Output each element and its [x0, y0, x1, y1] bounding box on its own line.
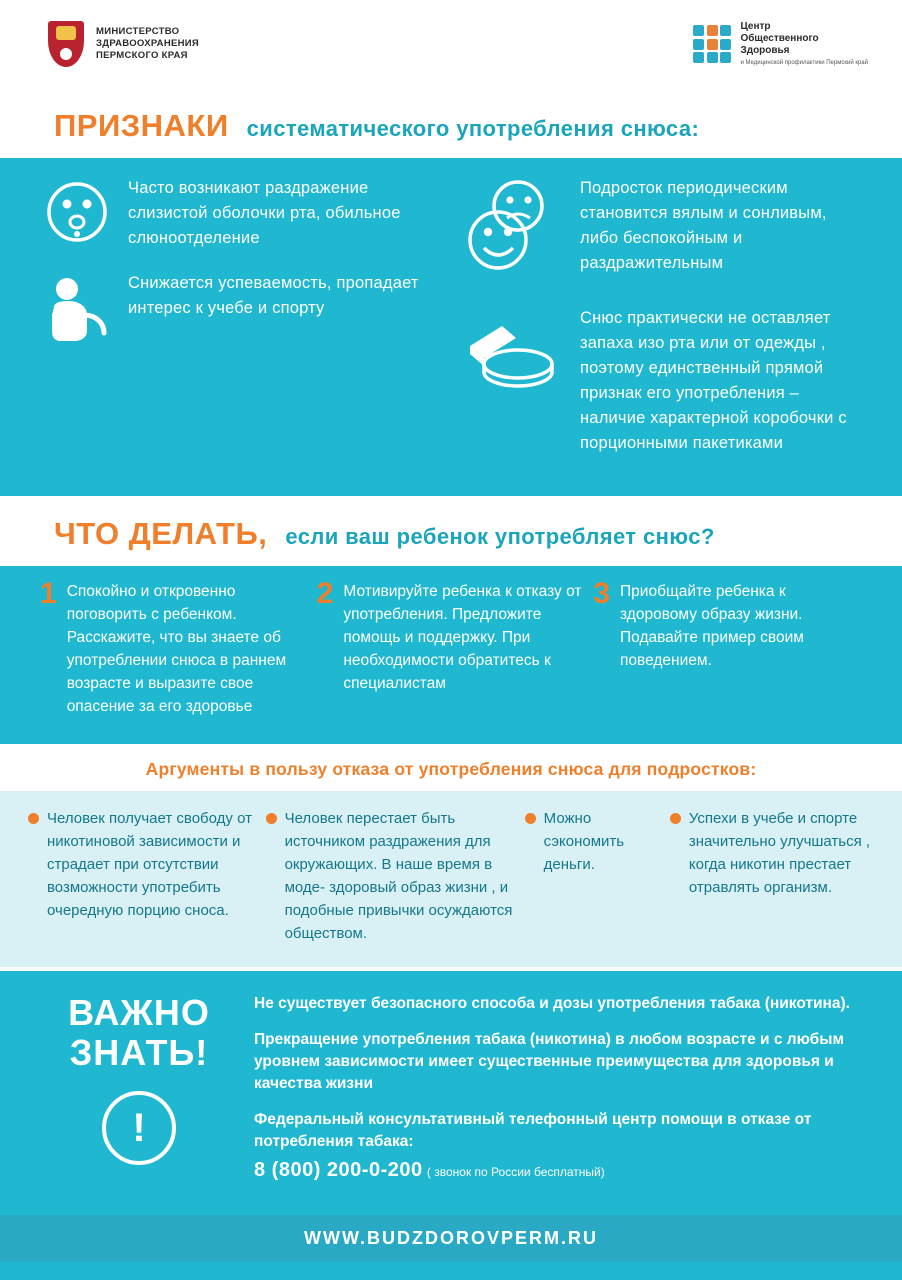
sign-text: Снижается успеваемость, пропадает интерес к учебе и спорту	[128, 274, 419, 317]
sign-text: Снюс практически не оставляет запаха изо рта или от одежды , поэтому единственный прямой признак его употребления –наличие характерной коробочки с порционными пакетиками	[580, 309, 847, 452]
ministry-line-2: ЗДРАВООХРАНЕНИЯ	[96, 38, 200, 49]
ministry-line-1: МИНИСТЕРСТВО	[96, 26, 180, 37]
center-line-3: Здоровья	[740, 45, 790, 56]
perm-krai-coat-of-arms-icon	[48, 21, 84, 67]
important-paragraph-3: Федеральный консультативный телефонный центр помощи в отказе от потребления табака:	[254, 1111, 812, 1150]
argument-item	[670, 807, 874, 945]
important-body	[254, 993, 862, 1197]
signs-section	[0, 158, 902, 496]
signs-column-left	[40, 176, 446, 476]
center-line-1: Центр	[740, 21, 771, 32]
bullet-dot-icon	[670, 813, 681, 824]
important-paragraph-2: Прекращение употребления табака (никотина) в любом возрасте и с любым уровнем зависимости имеет существенные преимущества для здоровья и качества жизни	[254, 1031, 844, 1092]
ministry-logo	[48, 21, 199, 67]
sign-text: Подросток периодическим становится вялым и сонливым, либо беспокойным и раздражительным	[580, 179, 827, 272]
sitting-teen-icon	[40, 271, 114, 351]
center-grid-logo-icon	[693, 25, 731, 63]
important-paragraph-1: Не существует безопасного способа и дозы употребления табака (никотина).	[254, 995, 850, 1012]
step-number: 2	[316, 577, 334, 610]
center-line-2: Общественного	[740, 33, 819, 44]
step-item	[40, 577, 309, 718]
argument-text: Человек получает свободу от никотиновой зависимости и страдает при отсутствии возможности употребить очередную порцию сноса.	[47, 810, 252, 919]
argument-item	[28, 807, 254, 945]
bullet-dot-icon	[28, 813, 39, 824]
argument-text: Человек перестает быть источником раздражения для окружающих. В наше время в моде- здоровый образ жизни , и подобные привычки осуждаются обществом.	[284, 810, 513, 942]
ministry-line-3: ПЕРМСКОГО КРАЯ	[96, 50, 188, 61]
footer-site-link[interactable]: WWW.BUDZDOROVPERM.RU	[0, 1215, 902, 1262]
argument-text: Можно сэкономить деньги.	[543, 810, 625, 873]
signs-title-accent: ПРИЗНАКИ	[54, 108, 229, 143]
sign-item	[456, 306, 862, 456]
important-heading	[44, 993, 234, 1197]
signs-column-right	[456, 176, 862, 476]
what-to-do-title-accent: ЧТО ДЕЛАТЬ,	[54, 516, 268, 551]
what-to-do-section	[0, 566, 902, 744]
step-text: Спокойно и откровенно поговорить с ребенком. Расскажите, что вы знаете об употреблении снюса в раннем возрасте и выразите свое опасение за его здоровье	[66, 583, 287, 715]
important-word-line-2: ЗНАТЬ!	[69, 1032, 209, 1073]
argument-item	[525, 807, 658, 945]
ministry-logo-text	[96, 26, 199, 62]
step-text: Мотивируйте ребенка к отказу от употребления. Предложите помощь и поддержку. При необходимости обратитесь к специалистам	[343, 583, 582, 692]
signs-title-rest: систематического употребления снюса:	[246, 116, 700, 141]
sign-item	[40, 271, 446, 351]
step-item	[593, 577, 862, 718]
bullet-dot-icon	[266, 813, 277, 824]
center-logo	[693, 21, 868, 67]
what-to-do-title	[0, 500, 902, 566]
face-spitting-icon	[40, 176, 114, 251]
sign-item	[456, 176, 862, 286]
snus-tin-box-icon	[456, 306, 566, 456]
helpline-phone-note: ( звонок по России бесплатный)	[426, 1165, 605, 1179]
important-word-line-1: ВАЖНО	[68, 992, 210, 1033]
bullet-dot-icon	[525, 813, 536, 824]
arguments-title: Аргументы в пользу отказа от употребления снюса для подростков:	[0, 748, 902, 791]
helpline-phone[interactable]: 8 (800) 200-0-200	[254, 1159, 423, 1181]
sign-item	[40, 176, 446, 251]
exclamation-mark-icon: !	[102, 1091, 176, 1165]
center-sub-text: и Медицинской профилактики Пермский край	[740, 60, 868, 66]
step-item	[316, 577, 586, 718]
center-logo-text	[740, 21, 868, 67]
header	[0, 0, 902, 88]
step-number: 3	[593, 577, 611, 610]
arguments-section	[0, 791, 902, 967]
argument-text: Успехи в учебе и спорте значительно улучшаться , когда никотин престает отравлять организм.	[688, 810, 871, 896]
step-text: Приобщайте ребенка к здоровому образу жизни. Подавайте пример своим поведением.	[620, 583, 804, 669]
step-number: 1	[40, 577, 57, 610]
argument-item	[266, 807, 513, 945]
sign-text: Часто возникают раздражение слизистой оболочки рта, обильное слюноотделение	[128, 179, 401, 247]
important-section	[0, 971, 902, 1215]
signs-title	[0, 92, 902, 158]
two-faces-mood-icon	[456, 176, 566, 286]
what-to-do-title-rest: если ваш ребенок употребляет снюс?	[285, 524, 715, 549]
